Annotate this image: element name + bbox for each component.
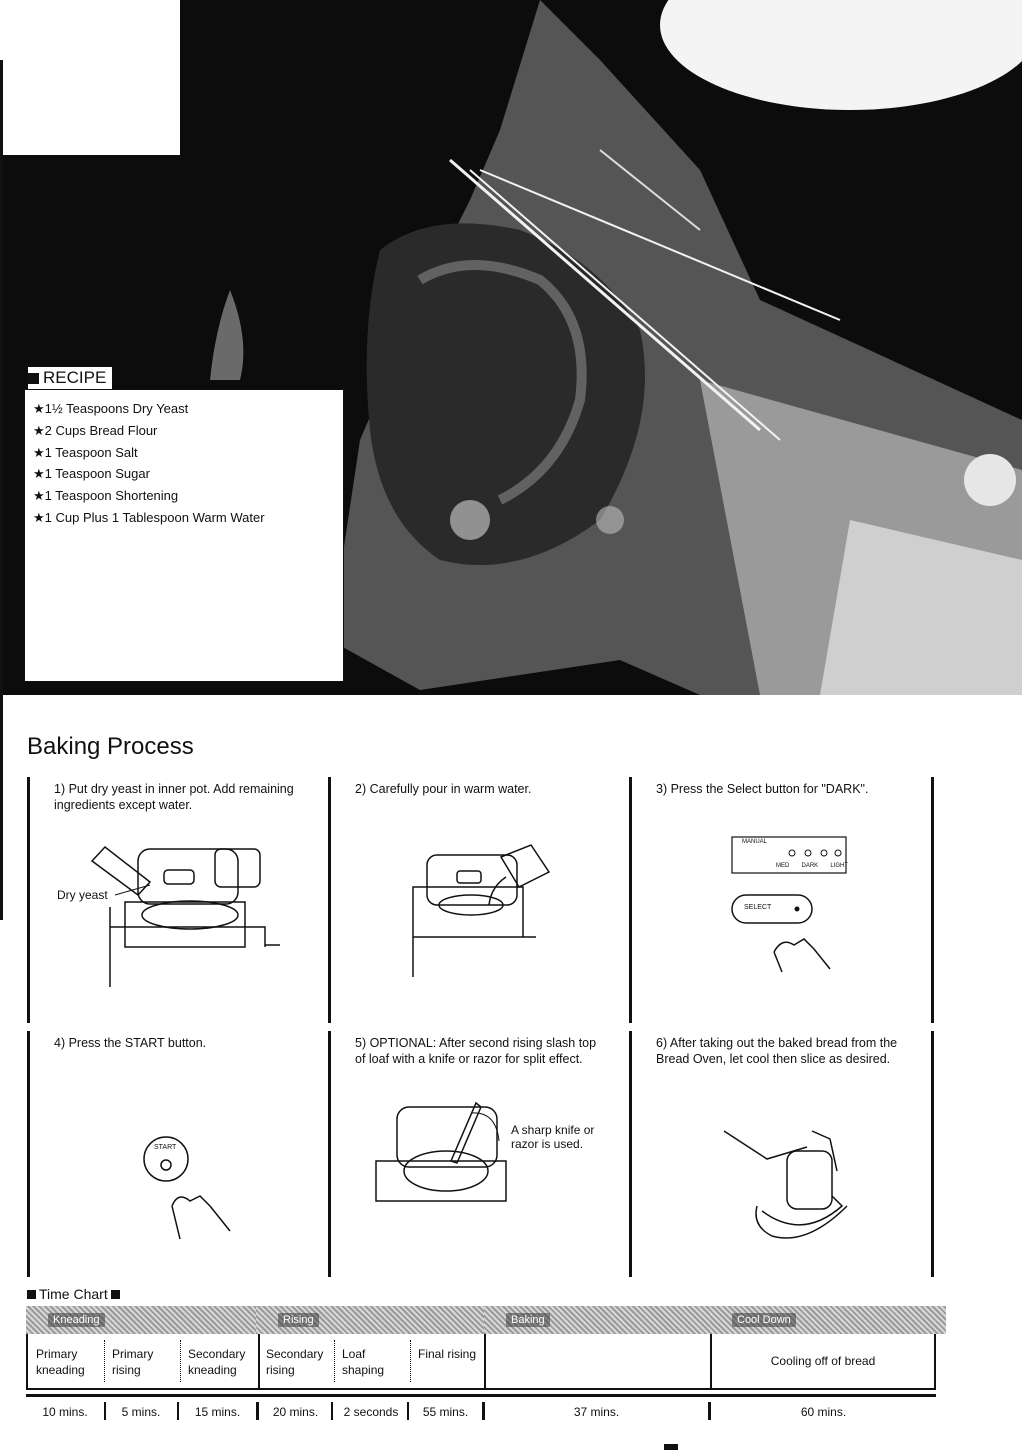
start-button-illustration xyxy=(30,1031,330,1277)
page-mark xyxy=(664,1444,678,1450)
column-divider xyxy=(931,777,934,1023)
recipe-heading-text: RECIPE xyxy=(43,368,107,387)
square-bullet-icon xyxy=(111,1290,120,1299)
phase-label: Kneading xyxy=(48,1313,105,1327)
recipe-item: ★1½ Teaspoons Dry Yeast xyxy=(33,401,189,416)
recipe-item: ★1 Teaspoon Shortening xyxy=(33,488,179,504)
page-margin-line xyxy=(0,60,3,920)
stage-cell: Secondary kneading xyxy=(188,1347,246,1377)
step-text: 4) Press the START button. xyxy=(54,1036,207,1050)
phase-band xyxy=(26,1306,256,1334)
square-bullet-icon xyxy=(28,373,39,384)
phase-label: Cool Down xyxy=(732,1313,796,1327)
duration: 55 mins. xyxy=(422,1405,469,1419)
slash-loaf-illustration xyxy=(331,1031,631,1277)
column-divider xyxy=(931,1031,934,1277)
time-chart-heading xyxy=(27,1286,120,1302)
step-text: 3) Press the Select button for "DARK". xyxy=(656,782,869,796)
step-text: 5) OPTIONAL: After second rising slash top of loaf with a knife or razor for split effect. xyxy=(355,1036,597,1066)
recipe-item: ★2 Cups Bread Flour xyxy=(33,422,158,438)
duration: 2 seconds xyxy=(343,1405,399,1419)
step-3 xyxy=(629,777,931,1023)
duration: 10 mins. xyxy=(42,1405,88,1419)
stage-cell: Cooling off of bread xyxy=(770,1354,876,1368)
duration: 60 mins. xyxy=(800,1405,847,1419)
step-2 xyxy=(328,777,630,1023)
setting-label: MED xyxy=(776,863,790,869)
setting-label: LIGHT xyxy=(830,863,848,869)
stage-cell: Primary kneading xyxy=(36,1347,85,1377)
step-5 xyxy=(328,1031,630,1277)
step-text: 6) After taking out the baked bread from the Bread Oven, let cool then slice as desired. xyxy=(656,1036,898,1066)
panel-settings xyxy=(776,863,848,869)
recipe-item: ★1 Teaspoon Salt xyxy=(33,444,138,460)
stage-cell: Primary rising xyxy=(112,1347,154,1377)
phase-band xyxy=(484,1306,710,1334)
time-chart xyxy=(26,1306,946,1426)
setting-label: DARK xyxy=(801,863,819,869)
recipe-item: ★1 Teaspoon Sugar xyxy=(33,466,150,482)
slice-bread-illustration xyxy=(632,1031,932,1277)
phase-label: Baking xyxy=(506,1313,550,1327)
time-chart-heading-text: Time Chart xyxy=(39,1286,108,1302)
step-6 xyxy=(629,1031,931,1277)
start-button-label: START xyxy=(154,1144,177,1151)
step-1 xyxy=(27,777,329,1023)
recipe-box xyxy=(24,389,344,682)
duration: 20 mins. xyxy=(272,1405,319,1419)
duration: 5 mins. xyxy=(121,1405,161,1419)
panel-label: MANUAL xyxy=(742,839,768,845)
recipe-item: ★1 Cup Plus 1 Tablespoon Warm Water xyxy=(33,509,265,525)
select-button-label: SELECT xyxy=(744,904,772,911)
stage-cell: Loaf shaping xyxy=(342,1347,385,1377)
stage-cell: Secondary rising xyxy=(266,1347,324,1377)
section-title: Baking Process xyxy=(27,733,194,760)
step-text: 1) Put dry yeast in inner pot. Add remaining ingredients except water. xyxy=(54,782,294,812)
dry-yeast-label: Dry yeast xyxy=(57,888,108,902)
phase-band xyxy=(256,1306,484,1334)
pour-water-illustration xyxy=(331,777,631,1023)
recipe-heading xyxy=(28,367,112,389)
duration: 15 mins. xyxy=(194,1405,241,1419)
step-4 xyxy=(27,1031,329,1277)
knife-label: A sharp knife or razor is used. xyxy=(511,1123,595,1151)
durations-rule xyxy=(26,1394,936,1397)
duration: 37 mins. xyxy=(573,1405,620,1419)
step-text: 2) Carefully pour in warm water. xyxy=(355,782,532,796)
phase-label: Rising xyxy=(278,1313,319,1327)
stage-cell: Final rising xyxy=(418,1347,477,1361)
select-panel-illustration xyxy=(632,777,932,1023)
stage-cell xyxy=(486,1334,712,1388)
stage-row xyxy=(26,1334,936,1390)
square-bullet-icon xyxy=(27,1290,36,1299)
phase-band xyxy=(710,1306,946,1334)
